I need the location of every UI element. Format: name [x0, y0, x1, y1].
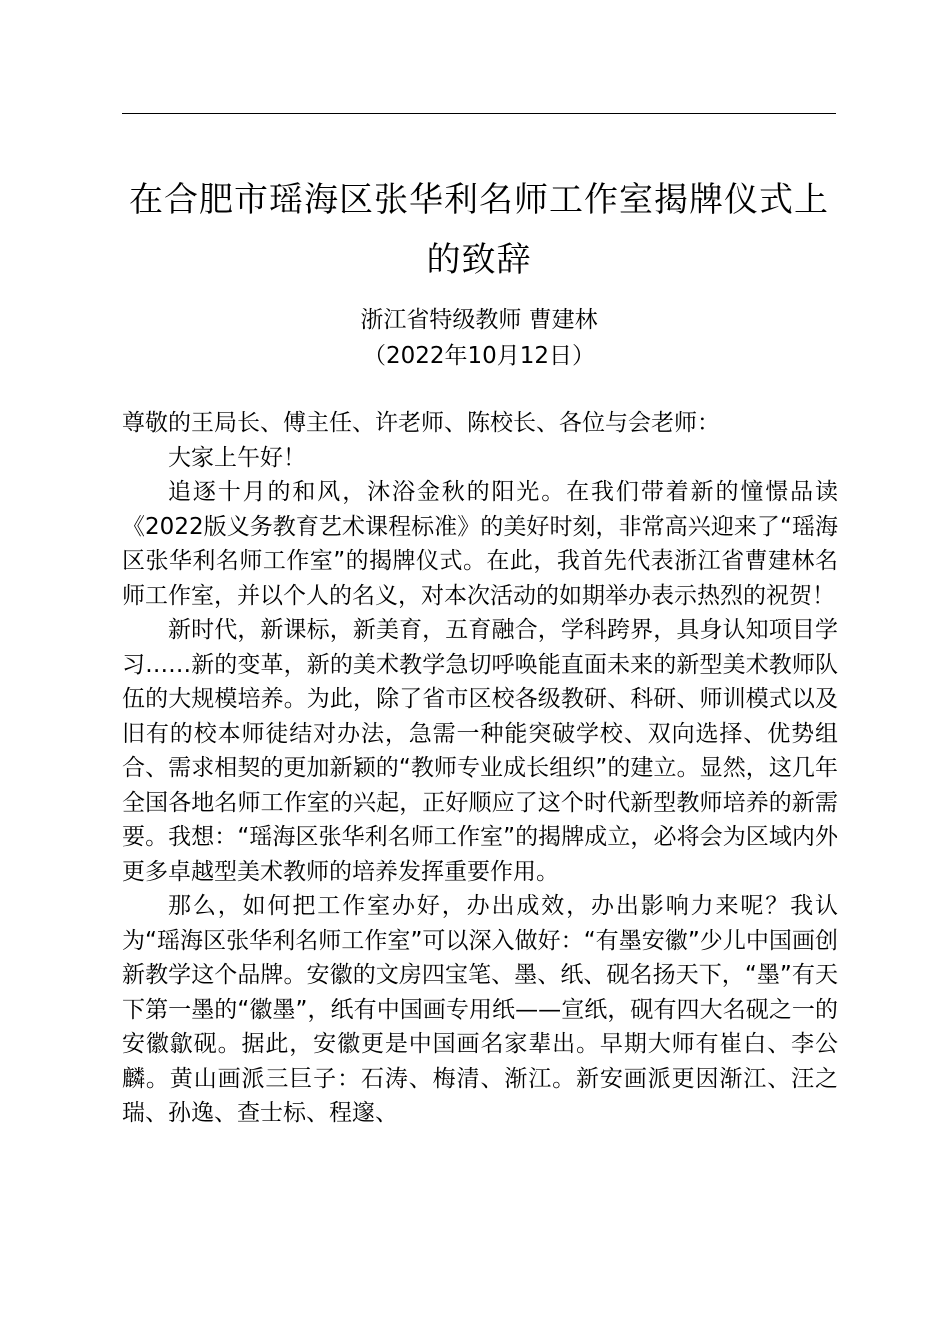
paragraph-greeting: 大家上午好！	[168, 444, 306, 471]
date-line: （2022年10月12日）	[362, 343, 596, 369]
paragraph-congratulation: 追逐十月的和风，沐浴金秋的阳光。在我们带着新的憧憬品读《2022版义务教育艺术课程标准》的美好时刻，非常高兴迎来了“瑶海区张华利名师工作室”的揭牌仪式。在此，我首先代表浙江省曹建林名师工作室，并以个人的名义，对本次活动的如期举办表示热烈的祝贺！	[122, 479, 838, 609]
document-title: 在合肥市瑶海区张华利名师工作室揭牌仪式上的致辞	[129, 180, 829, 280]
header-rule	[122, 113, 836, 114]
salutation: 尊敬的王局长、傅主任、许老师、陈校长、各位与会老师：	[122, 410, 720, 436]
paragraph-new-era: 新时代，新课标，新美育，五育融合，学科跨界，具身认知项目学习……新的变革，新的美术教学急切呼唤能直面未来的新型美术教师队伍的大规模培养。为此，除了省市区校各级教研、科研、师训模式以及旧有的校本师徒结对办法，急需一种能突破学校、双向选择、优势组合、需求相契的更加新颖的“教师专业成长组织”的建立。显然，这几年全国各地名师工作室的兴起，正好顺应了这个时代新型教师培养的新需要。我想：“瑶海区张华利名师工作室”的揭牌成立，必将会为区域内外更多卓越型美术教师的培养发挥重要作用。	[122, 617, 838, 885]
author-line: 浙江省特级教师 曹建林	[360, 307, 598, 333]
document-body	[122, 406, 838, 1131]
paragraph-how-to: 那么，如何把工作室办好，办出成效，办出影响力来呢？我认为“瑶海区张华利名师工作室”可以深入做好：“有墨安徽”少儿中国画创新教学这个品牌。安徽的文房四宝笔、墨、纸、砚名扬天下，“墨”有天下第一墨的“徽墨”，纸有中国画专用纸——宣纸，砚有四大名砚之一的安徽歙砚。据此，安徽更是中国画名家辈出。早期大师有崔白、李公麟。黄山画派三巨子：石涛、梅清、渐江。新安画派更因渐江、汪之瑞、孙逸、查士标、程邃、	[122, 893, 838, 1126]
